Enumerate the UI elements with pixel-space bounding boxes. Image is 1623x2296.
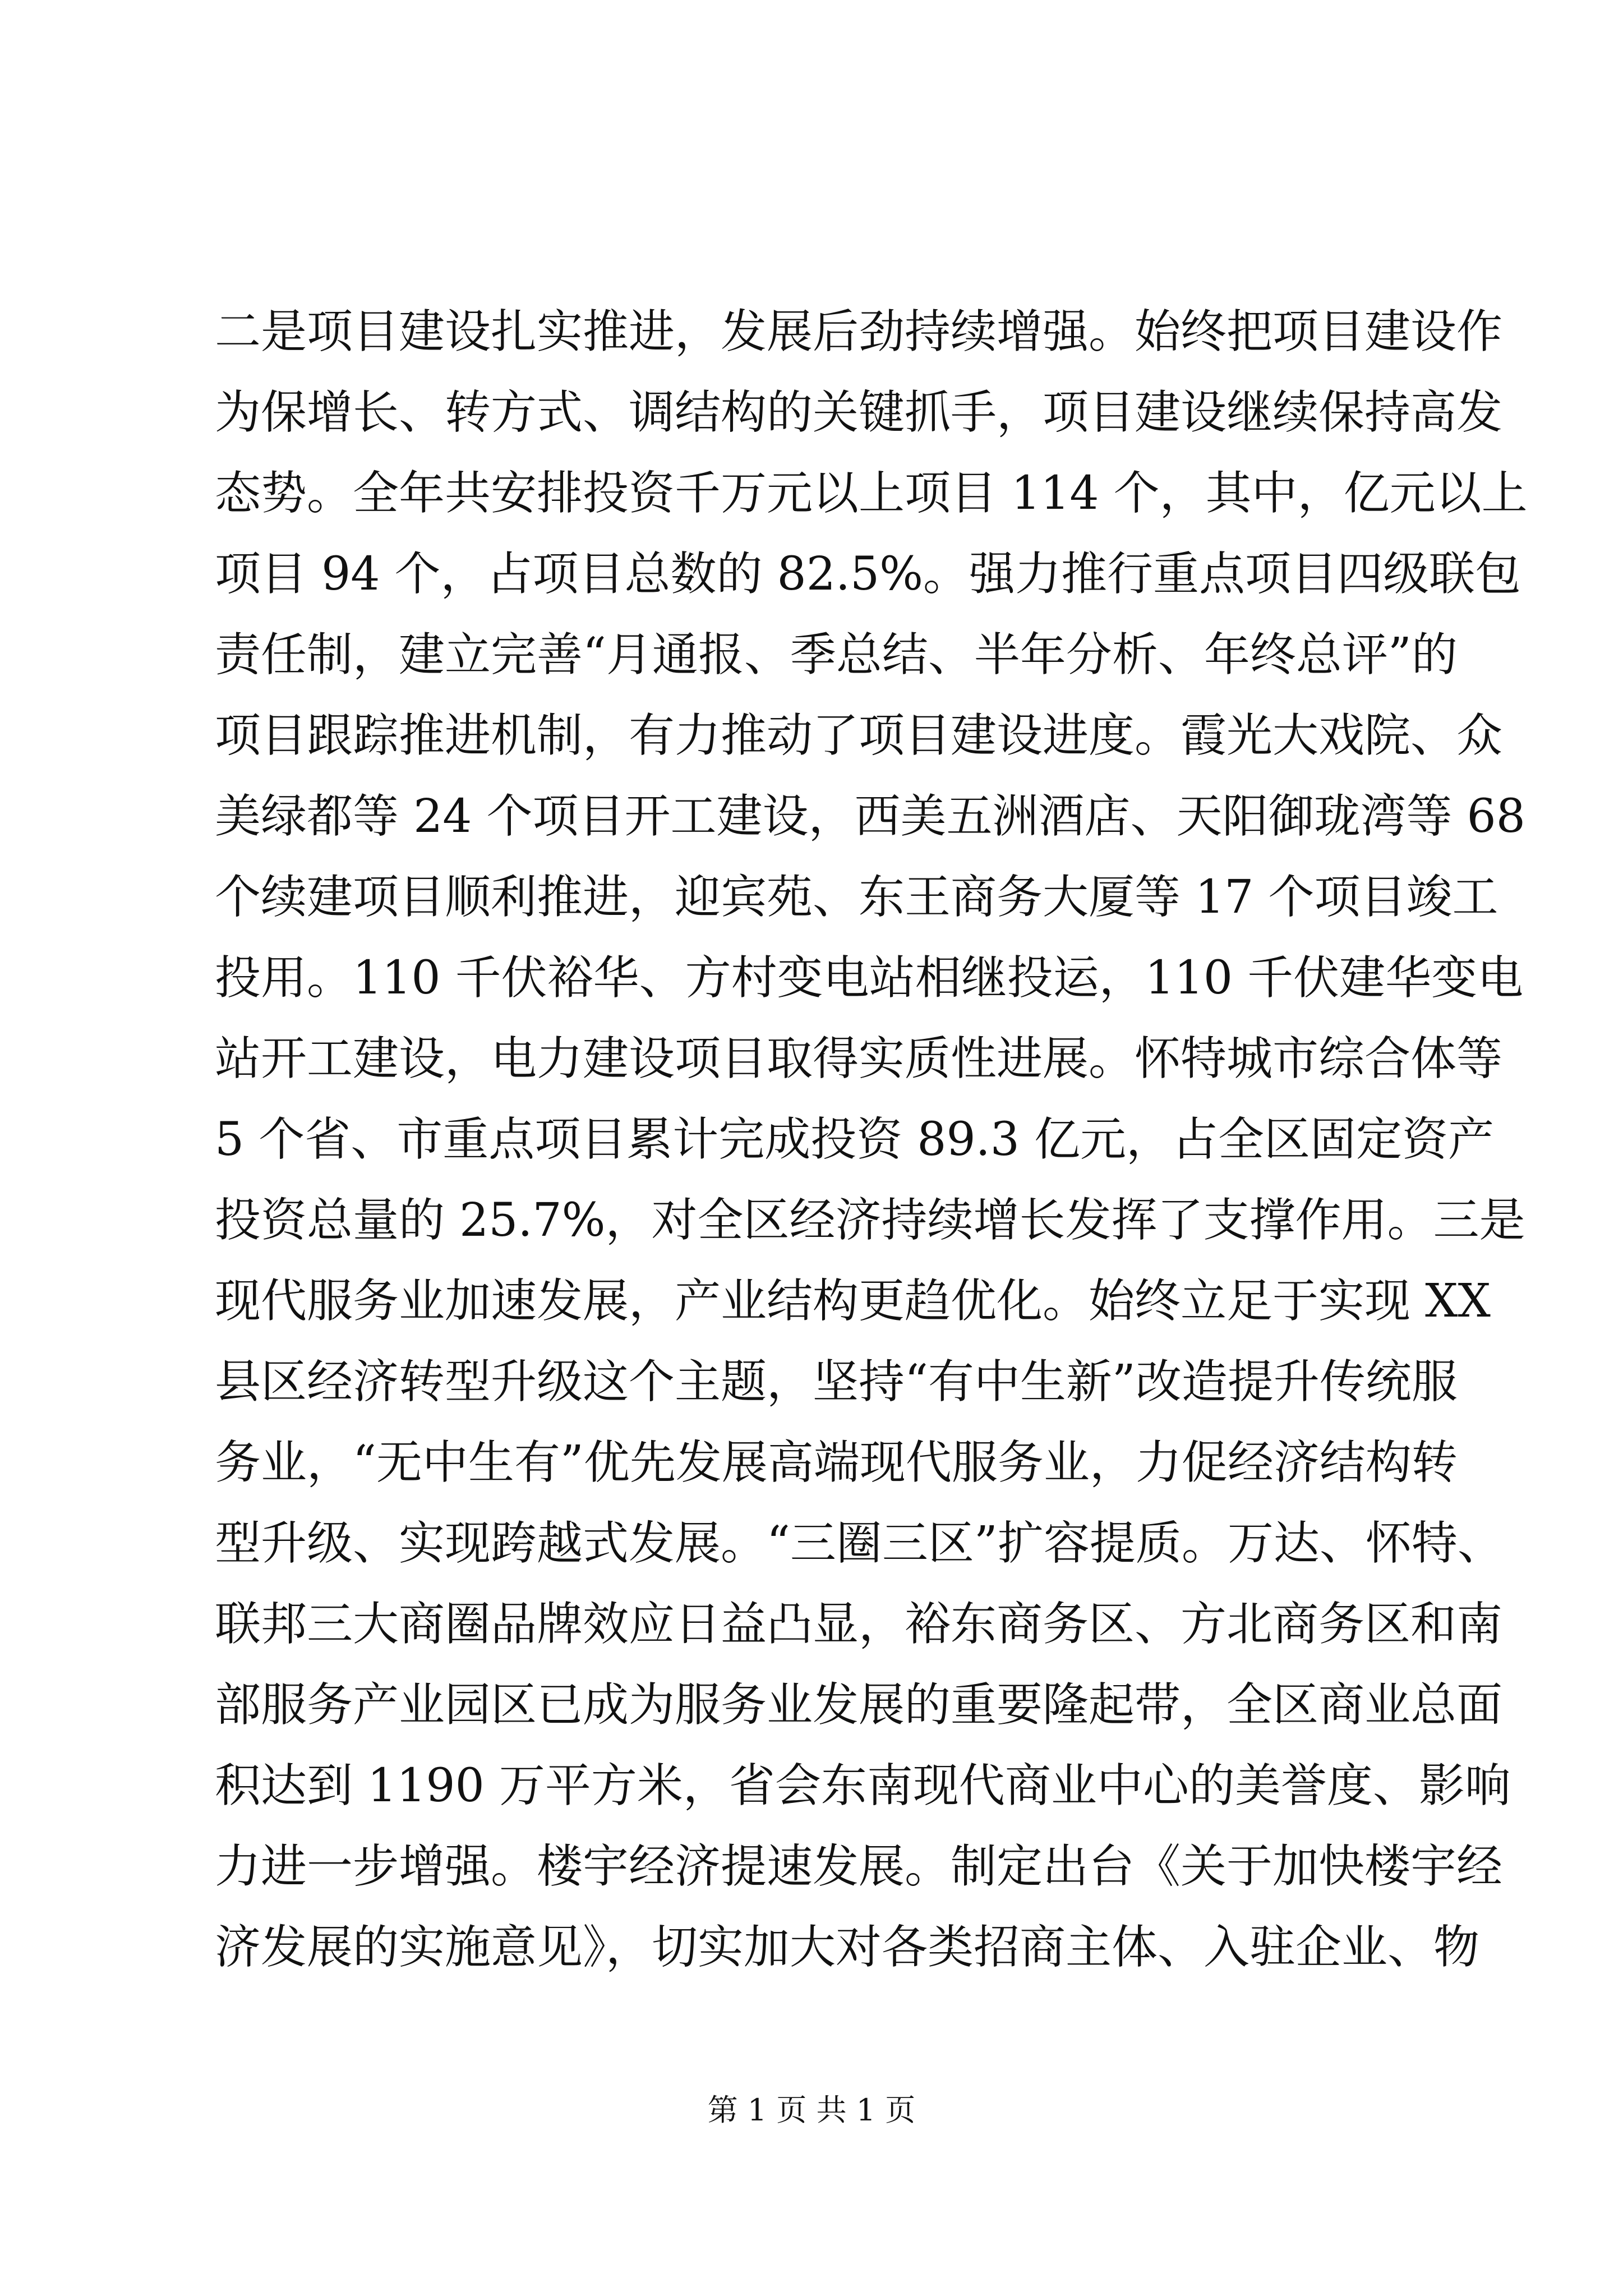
text-line: 项目 94 个，占项目总数的 82.5%。强力推行重点项目四级联包: [215, 547, 1521, 601]
text-line: 个续建项目顺利推进，迎宾苑、东王商务大厦等 17 个项目竣工: [215, 871, 1498, 924]
text-line: 投用。110 千伏裕华、方村变电站相继投运，110 千伏建华变电: [215, 951, 1524, 1005]
body-paragraph: [215, 292, 1528, 1988]
text-line: 济发展的实施意见》，切实加大对各类招商主体、入驻企业、物: [215, 1921, 1480, 1974]
text-line: 务业，“无中生有”优先发展高端现代服务业，力促经济结构转: [215, 1436, 1458, 1489]
text-line: 投资总量的 25.7%，对全区经济持续增长发挥了支撑作用。三是: [215, 1194, 1525, 1247]
text-line: 现代服务业加速发展，产业结构更趋优化。始终立足于实现 XX: [215, 1274, 1491, 1328]
text-line: 态势。全年共安排投资千万元以上项目 114 个，其中，亿元以上: [215, 467, 1528, 520]
text-line: 责任制，建立完善“月通报、季总结、半年分析、年终总评”的: [215, 628, 1458, 682]
text-line: 美绿都等 24 个项目开工建设，西美五洲酒店、天阳御珑湾等 68: [215, 790, 1525, 843]
text-line: 为保增长、转方式、调结构的关键抓手，项目建设继续保持高发: [215, 386, 1503, 439]
text-line: 5 个省、市重点项目累计完成投资 89.3 亿元，占全区固定资产: [215, 1113, 1494, 1166]
text-line: 站开工建设，电力建设项目取得实质性进展。怀特城市综合体等: [215, 1032, 1503, 1085]
text-line: 二是项目建设扎实推进，发展后劲持续增强。始终把项目建设作: [215, 305, 1503, 358]
text-line: 型升级、实现跨越式发展。“三圈三区”扩容提质。万达、怀特、: [215, 1517, 1504, 1570]
text-line: 部服务产业园区已成为服务业发展的重要隆起带，全区商业总面: [215, 1678, 1503, 1732]
text-line: 县区经济转型升级这个主题，坚持“有中生新”改造提升传统服: [215, 1355, 1458, 1409]
page-number-footer: 第 1 页 共 1 页: [707, 2092, 916, 2128]
text-line: 项目跟踪推进机制，有力推动了项目建设进度。霞光大戏院、众: [215, 709, 1503, 762]
text-line: 积达到 1190 万平方米，省会东南现代商业中心的美誉度、影响: [215, 1759, 1511, 1812]
text-line: 力进一步增强。楼宇经济提速发展。制定出台《关于加快楼宇经: [215, 1840, 1503, 1893]
text-line: 联邦三大商圈品牌效应日益凸显，裕东商务区、方北商务区和南: [215, 1598, 1503, 1651]
